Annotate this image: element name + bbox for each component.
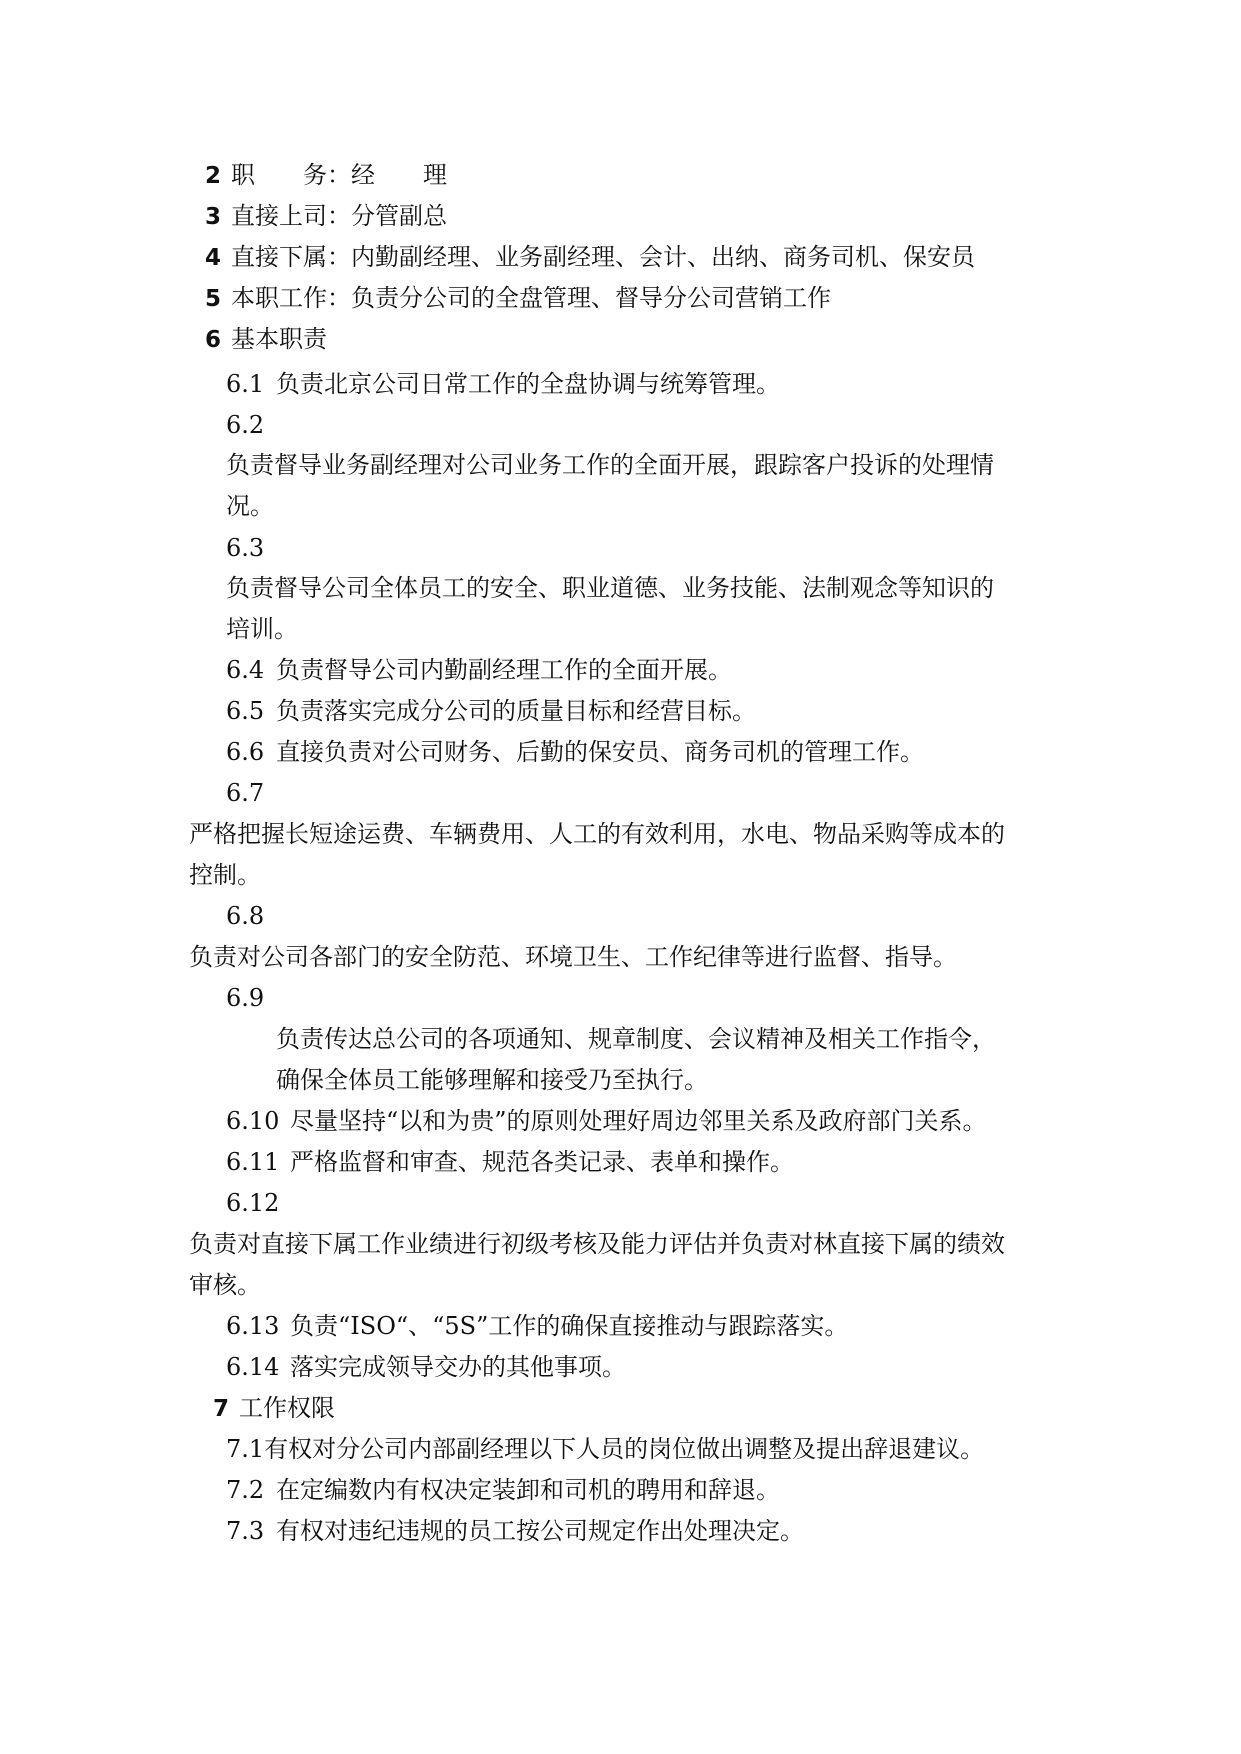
subordinate-line: [205, 242, 975, 273]
item-text: 负责督导业务副经理对公司业务工作的全面开展，跟踪客户投诉的处理情: [226, 451, 994, 479]
item-number: 6.3: [226, 534, 265, 562]
item-number: 6.5: [226, 697, 265, 725]
list-item: [226, 1516, 804, 1546]
list-item: [226, 696, 756, 726]
list-item: [226, 1106, 987, 1136]
section-number: 2: [205, 163, 222, 189]
section-heading: [205, 324, 327, 355]
item-number: 7.1: [226, 1435, 265, 1463]
item-text-continued: 培训。: [226, 615, 298, 643]
item-text: 严格监督和审查、规范各类记录、表单和操作。: [290, 1148, 794, 1176]
section-title: 基本职责: [231, 325, 327, 353]
item-text: 直接负责对公司财务、后勤的保安员、商务司机的管理工作。: [276, 738, 924, 766]
section-title: 工作权限: [239, 1394, 335, 1422]
item-number: 6.14: [226, 1353, 280, 1381]
item-text: 负责落实完成分公司的质量目标和经营目标。: [276, 697, 756, 725]
item-text: 负责督导公司全体员工的安全、职业道德、业务技能、法制观念等知识的: [226, 574, 994, 602]
item-text: 负责督导公司内勤副经理工作的全面开展。: [276, 656, 732, 684]
section-number: 5: [205, 286, 222, 312]
list-item: [226, 1147, 794, 1177]
item-text-continued: 审核。: [189, 1271, 261, 1299]
item-number: 6.13: [226, 1312, 280, 1340]
item-text-continued: 况。: [226, 492, 274, 520]
item-text: 负责对直接下属工作业绩进行初级考核及能力评估并负责对林直接下属的绩效: [189, 1230, 1005, 1258]
subordinate-text: 直接下属：内勤副经理、业务副经理、会计、出纳、商务司机、保安员: [231, 243, 975, 271]
superior-text: 直接上司：分管副总: [231, 202, 447, 230]
item-number: 7.2: [226, 1476, 265, 1504]
item-text: 有权对分公司内部副经理以下人员的岗位做出调整及提出辞退建议。: [264, 1435, 985, 1463]
section-number: 6: [205, 327, 222, 353]
item-number: 6.1: [226, 370, 265, 398]
item-number: 6.2: [226, 411, 265, 439]
item-text-continued: 控制。: [189, 861, 261, 889]
item-text: 在定编数内有权决定装卸和司机的聘用和辞退。: [276, 1476, 780, 1504]
job-line: [205, 283, 831, 314]
item-text-continued: 确保全体员工能够理解和接受乃至执行。: [276, 1066, 708, 1094]
section-heading: [213, 1393, 335, 1424]
item-number: 6.8: [226, 902, 265, 930]
item-number: 6.11: [226, 1148, 280, 1176]
list-item: [226, 737, 924, 767]
section-number: 4: [205, 245, 222, 271]
item-number: 7.3: [226, 1517, 265, 1545]
list-item: [226, 1434, 984, 1464]
item-text: 负责传达总公司的各项通知、规章制度、会议精神及相关工作指令，: [276, 1025, 996, 1053]
job-text: 本职工作：负责分公司的全盘管理、督导分公司营销工作: [231, 284, 831, 312]
list-item: [226, 655, 732, 685]
position-line: [205, 160, 447, 191]
section-number: 3: [205, 204, 222, 230]
list-item: [226, 1475, 780, 1505]
item-text: 尽量坚持“以和为贵”的原则处理好周边邻里关系及政府部门关系。: [290, 1107, 987, 1135]
item-number: 6.7: [226, 779, 265, 807]
list-item: [226, 1352, 626, 1382]
item-text: 负责“ISO“、“5S”工作的确保直接推动与跟踪落实。: [290, 1312, 849, 1340]
item-text: 严格把握长短途运费、车辆费用、人工的有效利用，水电、物品采购等成本的: [189, 820, 1005, 848]
position-text: 职 务：经 理: [231, 161, 447, 189]
item-text: 负责北京公司日常工作的全盘协调与统筹管理。: [276, 370, 780, 398]
item-text: 有权对违纪违规的员工按公司规定作出处理决定。: [276, 1517, 804, 1545]
section-number: 7: [213, 1396, 230, 1422]
item-number: 6.9: [226, 984, 265, 1012]
item-text: 负责对公司各部门的安全防范、环境卫生、工作纪律等进行监督、指导。: [189, 943, 957, 971]
item-number: 6.10: [226, 1107, 280, 1135]
item-number: 6.4: [226, 656, 265, 684]
item-number: 6.6: [226, 738, 265, 766]
list-item: [226, 1311, 848, 1341]
list-item: [226, 369, 780, 399]
item-number: 6.12: [226, 1189, 280, 1217]
superior-line: [205, 201, 447, 232]
item-text: 落实完成领导交办的其他事项。: [290, 1353, 626, 1381]
